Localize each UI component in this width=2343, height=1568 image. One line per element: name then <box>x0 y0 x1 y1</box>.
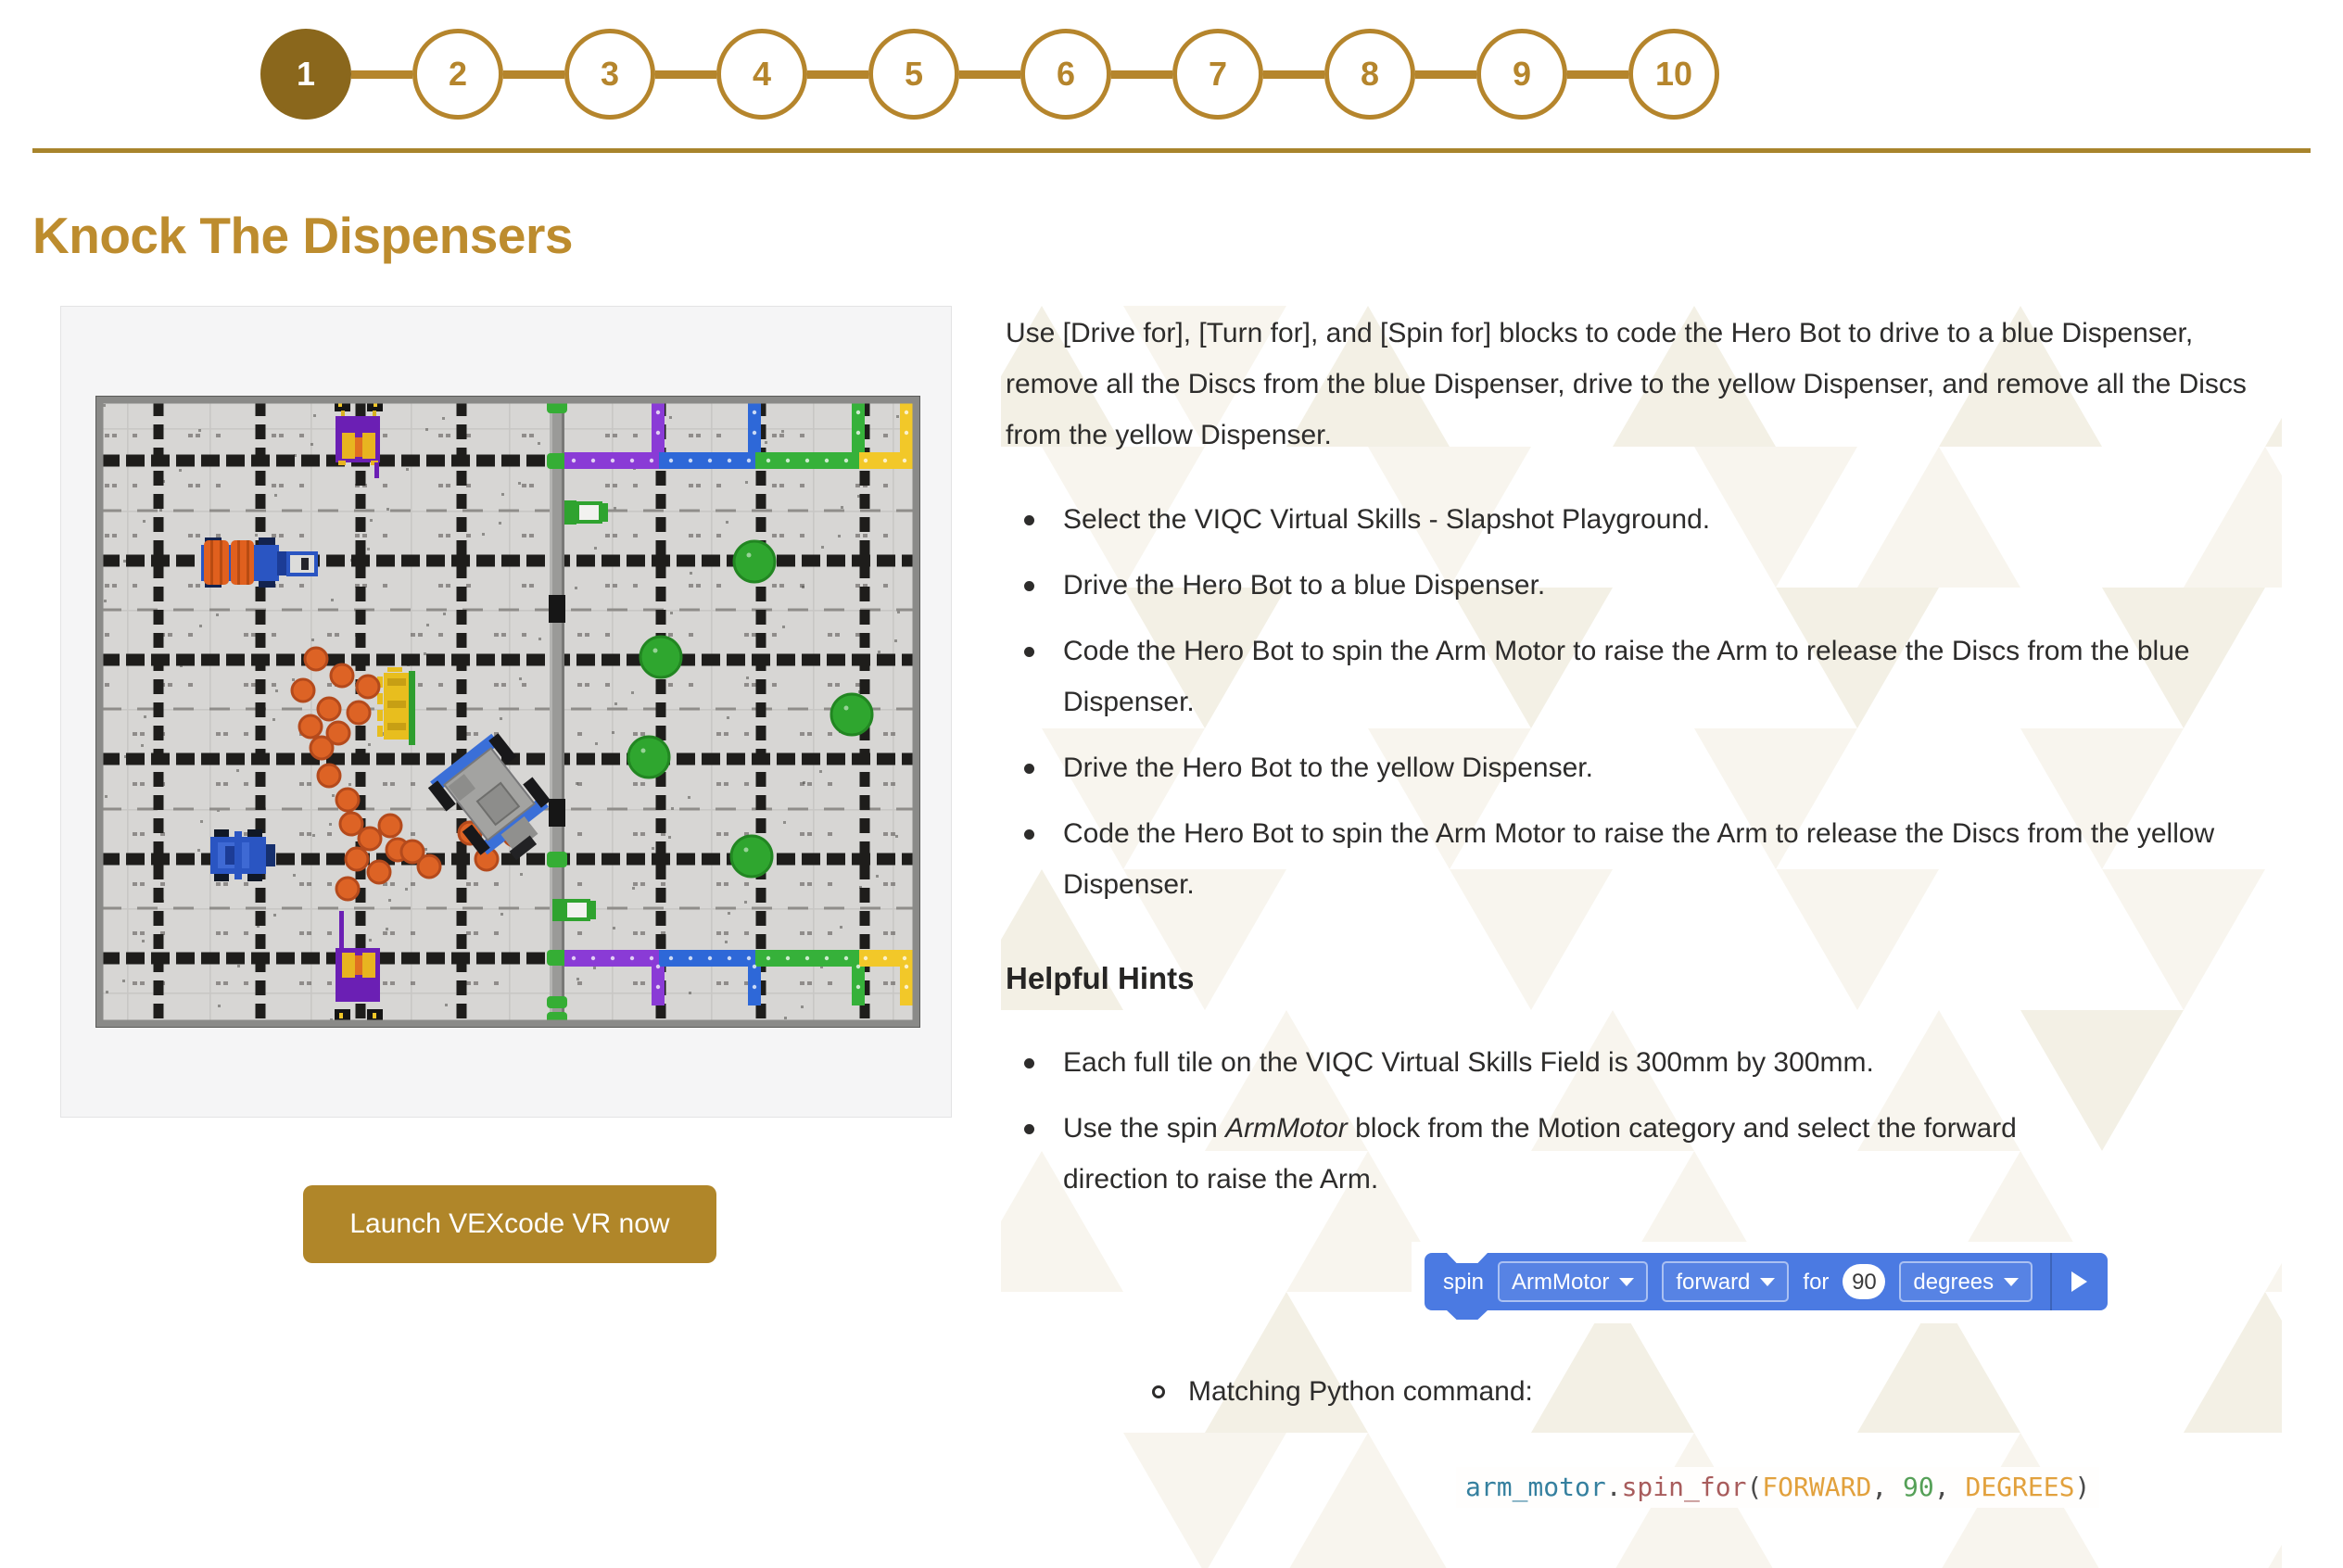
code-token: , <box>1871 1472 1904 1502</box>
instructions-panel <box>1001 306 2282 1568</box>
step-circle-8[interactable]: 8 <box>1324 29 1415 120</box>
hint-text: block from the Motion category and select the forward direction to raise the Arm. <box>1063 1113 2017 1195</box>
step-connector <box>503 70 564 79</box>
field-center-barrier <box>547 396 567 1028</box>
hint-item <box>1024 1103 2109 1205</box>
hint-text: Each full tile on the VIQC Virtual Skills Field is 300mm by 300mm. <box>1063 1047 1874 1078</box>
play-icon <box>2071 1271 2087 1292</box>
instruction-text: Code the Hero Bot to spin the Arm Motor to raise the Arm to release the Discs from the blue Dispenser. <box>1063 636 2190 717</box>
step-connector <box>1263 70 1324 79</box>
lesson-step-progress <box>260 29 1719 120</box>
instruction-text: Drive the Hero Bot to the yellow Dispenser. <box>1063 752 1593 783</box>
step-circle-2[interactable]: 2 <box>412 29 503 120</box>
instruction-item <box>1024 560 2220 611</box>
page-title: Knock The Dispensers <box>32 207 573 264</box>
hint-item <box>1024 1037 2109 1088</box>
bullet-dot <box>1024 647 1034 657</box>
code-token: arm_motor <box>1465 1472 1606 1502</box>
step-circle-10[interactable]: 10 <box>1628 29 1719 120</box>
code-token: , <box>1933 1472 1966 1502</box>
gold-divider <box>32 148 2311 153</box>
hints-heading: Helpful Hints <box>1006 961 1195 995</box>
field-green-cart <box>564 500 608 525</box>
instruction-item <box>1024 808 2220 910</box>
block-for-label: for <box>1803 1269 1830 1295</box>
block-spin-label: spin <box>1443 1269 1485 1295</box>
python-code <box>1456 1467 2099 1508</box>
units-dropdown-value: degrees <box>1913 1269 1995 1295</box>
code-token: ) <box>2074 1472 2091 1502</box>
instruction-item <box>1024 742 2220 793</box>
step-connector <box>1567 70 1628 79</box>
direction-dropdown-value: forward <box>1676 1269 1751 1295</box>
bullet-dot <box>1024 829 1034 840</box>
step-connector <box>1111 70 1172 79</box>
step-connector <box>807 70 868 79</box>
code-token: . <box>1605 1472 1622 1502</box>
bullet-dot <box>1024 515 1034 525</box>
python-sub-bullet <box>1152 1366 2282 1417</box>
slapshot-field-image <box>95 396 920 1028</box>
spin-block-image <box>1412 1242 2121 1323</box>
step-connector <box>1415 70 1476 79</box>
field-blue-robot <box>210 829 275 881</box>
bullet-dot <box>1024 764 1034 774</box>
field-green-cart <box>552 899 596 921</box>
code-token: 90 <box>1903 1472 1934 1502</box>
step-circle-9[interactable]: 9 <box>1476 29 1567 120</box>
instruction-text: Code the Hero Bot to spin the Arm Motor to raise the Arm to release the Discs from the yellow Dispenser. <box>1063 818 2215 900</box>
direction-dropdown <box>1662 1261 1789 1302</box>
field-image-card <box>60 306 952 1118</box>
step-connector <box>655 70 716 79</box>
step-connector <box>959 70 1020 79</box>
hint-text-italic: ArmMotor <box>1225 1113 1348 1144</box>
python-label: Matching Python command: <box>1188 1376 1533 1407</box>
hints-list <box>1006 1037 2109 1205</box>
instructions-intro: Use [Drive for], [Turn for], and [Spin for] blocks to code the Hero Bot to drive to a blue Dispenser, remove all the Discs from the blue Dispenser, drive to the yellow Dispenser, and remove all the Discs from the yellow Dispenser. <box>1006 318 2247 450</box>
step-circle-7[interactable]: 7 <box>1172 29 1263 120</box>
code-token: spin_for <box>1621 1472 1747 1502</box>
instruction-text: Drive the Hero Bot to a blue Dispenser. <box>1063 570 1546 601</box>
step-connector <box>351 70 412 79</box>
instruction-text: Select the VIQC Virtual Skills - Slapshot Playground. <box>1063 504 1711 535</box>
step-circle-3[interactable]: 3 <box>564 29 655 120</box>
motor-dropdown-value: ArmMotor <box>1512 1269 1610 1295</box>
launch-vexcode-button[interactable]: Launch VEXcode VR now <box>303 1185 716 1263</box>
chevron-down-icon <box>1619 1278 1634 1286</box>
bullet-dot <box>1024 581 1034 591</box>
step-circle-5[interactable]: 5 <box>868 29 959 120</box>
block-bottom-tab <box>1447 1310 1488 1320</box>
hint-text: Use the spin <box>1063 1113 1226 1144</box>
bullet-dot <box>1024 1058 1034 1069</box>
code-token: FORWARD <box>1762 1472 1872 1502</box>
motor-dropdown <box>1498 1261 1648 1302</box>
instructions-list <box>1006 494 2220 910</box>
hollow-bullet-icon <box>1152 1385 1165 1398</box>
code-token: ( <box>1746 1472 1763 1502</box>
chevron-down-icon <box>2004 1278 2019 1286</box>
step-circle-4[interactable]: 4 <box>716 29 807 120</box>
chevron-down-icon <box>1760 1278 1775 1286</box>
degrees-value-field: 90 <box>1843 1264 1885 1299</box>
units-dropdown <box>1899 1261 2033 1302</box>
instruction-item <box>1024 626 2220 727</box>
block-separator <box>2050 1253 2052 1310</box>
code-token: DEGREES <box>1965 1472 2075 1502</box>
step-circle-1[interactable]: 1 <box>260 29 351 120</box>
bullet-dot <box>1024 1124 1034 1134</box>
instruction-item <box>1024 494 2220 545</box>
step-circle-6[interactable]: 6 <box>1020 29 1111 120</box>
